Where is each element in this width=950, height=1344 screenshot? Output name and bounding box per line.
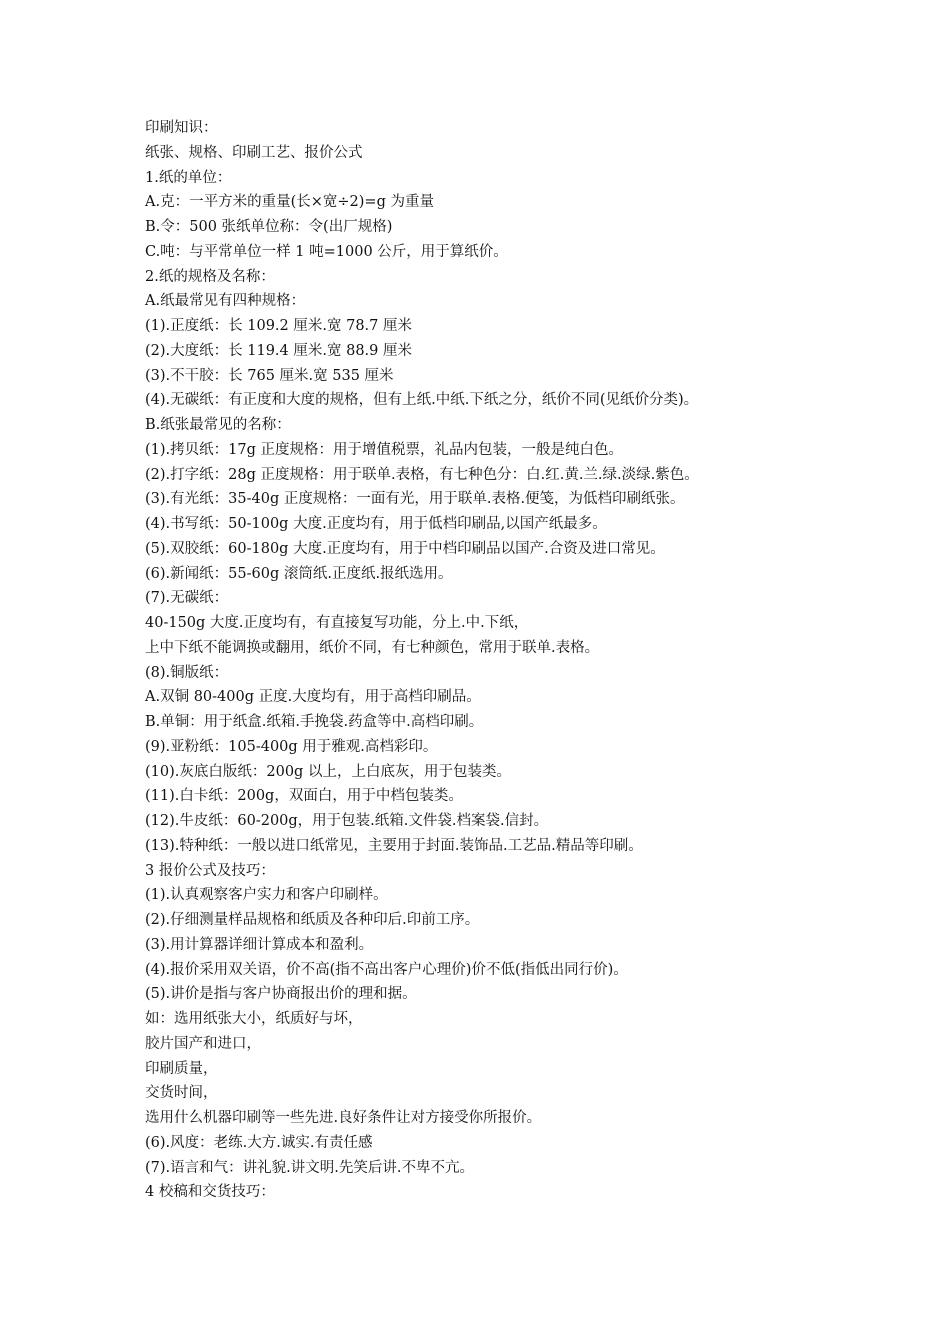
text-line: (3).用计算器详细计算成本和盈利。 (145, 936, 374, 953)
text-line: 选用什么机器印刷等一些先进.良好条件让对方接受你所报价。 (145, 1110, 542, 1126)
doc-title: 印刷知识： (145, 120, 218, 136)
text-line: B.纸张最常见的名称： (145, 417, 291, 433)
text-line: (4).无碳纸：有正度和大度的规格，但有上纸.中纸.下纸之分，纸价不同(见纸价分类)。 (145, 392, 699, 409)
text-line: C.吨：与平常单位一样 1 吨=1000 公斤，用于算纸价。 (145, 243, 508, 260)
text-line: (6).风度：老练.大方.诚实.有责任感 (145, 1134, 373, 1151)
doc-subtitle: 纸张、规格、印刷工艺、报价公式 (145, 144, 363, 161)
text-line: 如：选用纸张大小，纸质好与坏， (145, 1011, 363, 1027)
text-line: (7).语言和气：讲礼貌.讲文明.先笑后讲.不卑不亢。 (145, 1159, 474, 1176)
text-line: (4).书写纸：50-100g 大度.正度均有，用于低档印刷品,以国产纸最多。 (145, 516, 607, 532)
section-heading: 1.纸的单位： (145, 169, 232, 186)
text-line: (1).拷贝纸：17g 正度规格：用于增值税票，礼品内包装，一般是纯白色。 (145, 441, 623, 458)
text-line: (4).报价采用双关语，价不高(指不高出客户心理价)价不低(指低出同行价)。 (145, 961, 628, 978)
text-line: (5).双胶纸：60-180g 大度.正度均有，用于中档印刷品以国产.合资及进口常见。 (145, 540, 665, 557)
text-line: (1).认真观察客户实力和客户印刷样。 (145, 887, 388, 904)
text-line: (5).讲价是指与客户协商报出价的理和据。 (145, 986, 417, 1003)
text-line: (2).打字纸：28g 正度规格：用于联单.表格，有七种色分：白.红.黄.兰.绿.淡绿.紫色。 (145, 466, 699, 483)
text-line: A.纸最常见有四种规格： (145, 293, 306, 310)
text-line: (3).不干胶：长 765 厘米.宽 535 厘米 (145, 367, 394, 384)
document-body (145, 116, 845, 1205)
section-heading: 4 校稿和交货技巧： (145, 1184, 275, 1201)
text-line: B.单铜：用于纸盒.纸箱.手挽袋.药盒等中.高档印刷。 (145, 714, 484, 730)
text-line: A.双铜 80-400g 正度.大度均有，用于高档印刷品。 (145, 689, 481, 706)
text-line: (12).牛皮纸：60-200g，用于包装.纸箱.文件袋.档案袋.信封。 (145, 813, 549, 829)
text-line: 40-150g 大度.正度均有，有直接复写功能，分上.中.下纸， (145, 615, 529, 631)
text-line: 上中下纸不能调换或翻用，纸价不同，有七种颜色，常用于联单.表格。 (145, 639, 600, 656)
section-heading: 3 报价公式及技巧： (145, 862, 275, 879)
text-line: (2).大度纸：长 119.4 厘米.宽 88.9 厘米 (145, 342, 412, 359)
text-line: 印刷质量， (145, 1060, 218, 1077)
text-line: 胶片国产和进口， (145, 1035, 261, 1052)
text-line: (13).特种纸：一般以进口纸常见，主要用于封面.装饰品.工艺品.精品等印刷。 (145, 837, 643, 854)
text-line: (9).亚粉纸：105-400g 用于雅观.高档彩印。 (145, 738, 438, 755)
text-line: 交货时间， (145, 1085, 218, 1102)
text-line: (6).新闻纸：55-60g 滚筒纸.正度纸.报纸选用。 (145, 565, 453, 582)
text-line: (1).正度纸：长 109.2 厘米.宽 78.7 厘米 (145, 318, 412, 334)
text-line: (10).灰底白版纸：200g 以上，上白底灰，用于包装类。 (145, 763, 511, 780)
text-line: (3).有光纸：35-40g 正度规格：一面有光，用于联单.表格.便笺，为低档印刷纸张。 (145, 491, 685, 508)
text-line: (8).铜版纸： (145, 664, 229, 681)
text-line: (7).无碳纸： (145, 590, 229, 607)
text-line: (2).仔细测量样品规格和纸质及各种印后.印前工序。 (145, 912, 480, 928)
text-line: B.令：500 张纸单位称：令(出厂规格) (145, 219, 393, 235)
section-heading: 2.纸的规格及名称： (145, 268, 275, 285)
text-line: (11).白卡纸：200g，双面白，用于中档包装类。 (145, 788, 463, 805)
text-line: A.克：一平方米的重量(长×宽÷2)=g 为重量 (145, 194, 434, 211)
